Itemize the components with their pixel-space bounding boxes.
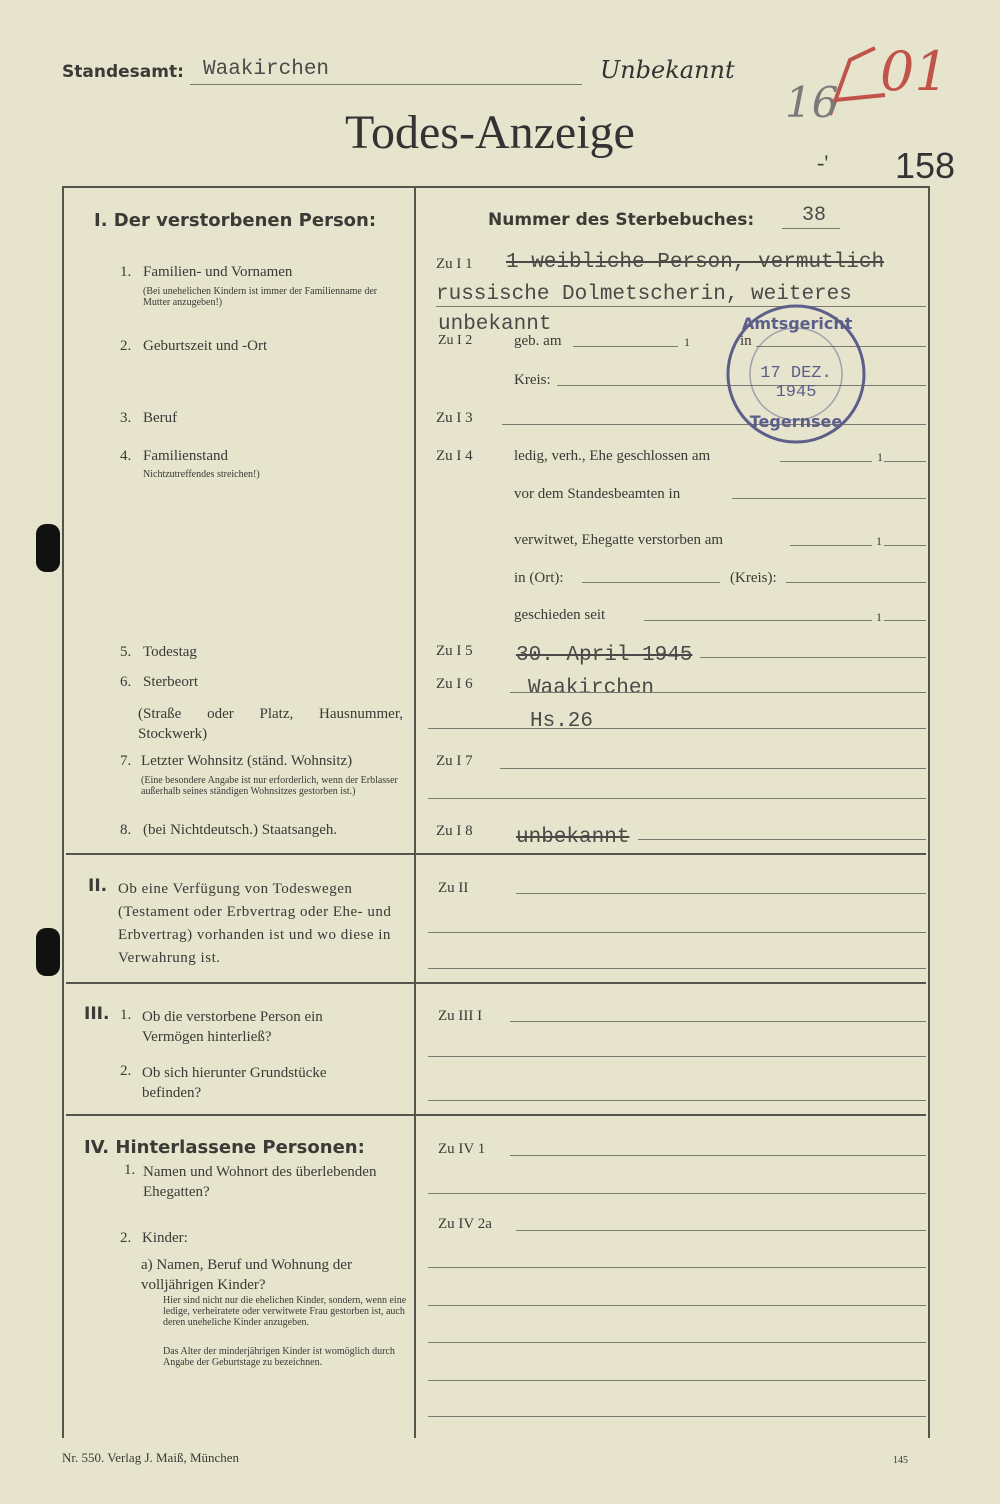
- zu-iii-label: Zu III I: [438, 1008, 483, 1024]
- section-2-roman: II.: [88, 876, 108, 896]
- i2-number: 2.: [120, 338, 132, 354]
- zu-i7-label: Zu I 7: [436, 753, 473, 769]
- geb-am-digit: 1: [684, 335, 690, 349]
- iv1-number: 1.: [124, 1162, 136, 1178]
- iv2a-rule-6: [428, 1416, 926, 1417]
- divider-section-3: [66, 982, 926, 984]
- i1-value-line-3: unbekannt: [438, 313, 552, 336]
- i1-value-line-2: russische Dolmetscherin, weiteres: [436, 283, 852, 306]
- pencil-marking: 16: [785, 78, 839, 127]
- i5-number: 5.: [120, 644, 132, 660]
- iv2a-rule-5: [428, 1380, 926, 1381]
- i8-rule: [638, 839, 926, 840]
- ii-rule-1: [516, 893, 926, 894]
- i6-note: (Straße oder Platz, Hausnummer, Stockwerk): [138, 706, 403, 742]
- form-code: 145: [893, 1455, 908, 1466]
- i4-line-2-text: vor dem Standesbeamten in: [514, 486, 681, 502]
- i4-line-4a-rule: [582, 582, 720, 583]
- iv2a-rule-1: [516, 1230, 926, 1231]
- iv2-text: Kinder:: [142, 1230, 188, 1246]
- i8-number: 8.: [120, 822, 132, 838]
- punch-hole-bottom: [36, 928, 60, 976]
- iv1-rule-1: [510, 1155, 926, 1156]
- iii1-number: 1.: [120, 1007, 132, 1023]
- in-label: in: [740, 333, 752, 349]
- section-2-text: Ob eine Verfügung von Todeswegen (Testament oder Erbvertrag oder Ehe- und Erbvertrag) vorhanden ist und wo diese in Verwahrung ist.: [118, 881, 392, 966]
- iii-rule-3: [428, 1100, 926, 1101]
- iii-rule-1: [510, 1021, 926, 1022]
- i4-line-2-rule: [732, 498, 926, 499]
- stamp-date: 17 DEZ. 1945: [760, 364, 832, 402]
- i4-label: Familienstand: [143, 448, 228, 464]
- number-prefix: -': [817, 150, 829, 175]
- kreis-label: Kreis:: [514, 372, 551, 388]
- sterbebuch-label: Nummer des Sterbebuches:: [488, 210, 755, 230]
- geb-am-label: geb. am: [514, 333, 562, 349]
- i7-rule-1: [500, 768, 926, 769]
- i1-label: Familien- und Vornamen: [143, 264, 293, 280]
- iv2a-note-2: Das Alter der minderjährigen Kinder ist womöglich durch Angabe der Geburtstage zu bezeichnen.: [163, 1346, 395, 1368]
- i4-line-5-rule: [644, 620, 872, 621]
- iv1-text: Namen und Wohnort des überlebenden Ehegatten?: [143, 1164, 377, 1200]
- zu-i3-label: Zu I 3: [436, 410, 473, 426]
- iv2a-rule-4: [428, 1342, 926, 1343]
- section-4-title: IV. Hinterlassene Personen:: [84, 1137, 365, 1158]
- handwritten-note: Unbekannt: [600, 56, 735, 84]
- standesamt-label: Standesamt:: [62, 62, 184, 82]
- frame-top: [62, 186, 930, 188]
- stamp-top-text: Amtsgericht: [742, 314, 853, 333]
- zu-iv1-label: Zu IV 1: [438, 1141, 486, 1157]
- i4-line-3-rule: [790, 545, 872, 546]
- i4-line-1-digit: 1: [877, 450, 883, 464]
- section-3-roman: III.: [84, 1004, 110, 1024]
- publisher-line: Nr. 550. Verlag J. Maiß, München: [62, 1450, 240, 1465]
- ii-rule-3: [428, 968, 926, 969]
- i4-line-1-rule-b: [884, 461, 926, 462]
- iv2a-rule-2: [428, 1267, 926, 1268]
- zu-i8-label: Zu I 8: [436, 823, 473, 839]
- standesamt-underline: [190, 84, 582, 85]
- i7-note: (Eine besondere Angabe ist nur erforderlich, wenn der Erblasser außerhalb seines ständigen Wohnsitzes gestorben ist.): [141, 775, 398, 797]
- iii2-number: 2.: [120, 1063, 132, 1079]
- i8-value: unbekannt: [516, 826, 630, 849]
- punch-hole-top: [36, 524, 60, 572]
- divider-section-2: [66, 853, 926, 855]
- iv2a-text: a) Namen, Beruf und Wohnung der volljährigen Kinder?: [141, 1257, 352, 1293]
- iii2-text: Ob sich hierunter Grundstücke befinden?: [142, 1065, 327, 1101]
- i6-label: Sterbeort: [143, 674, 198, 690]
- section-1-title: I. Der verstorbenen Person:: [94, 210, 377, 231]
- i1-number: 1.: [120, 264, 132, 280]
- divider-section-4: [66, 1114, 926, 1116]
- iv2a-note-1: Hier sind nicht nur die ehelichen Kinder, sondern, wenn eine ledige, verheiratete oder verwitwete Frau gestorben ist, auch deren uneheliche Kinder anzugeben.: [163, 1295, 407, 1328]
- zu-i6-label: Zu I 6: [436, 676, 473, 692]
- page-title: Todes-Anzeige: [345, 106, 635, 159]
- i4-line-4b-rule: [786, 582, 926, 583]
- i4-line-5-rule-b: [884, 620, 926, 621]
- sterbebuch-value: 38: [802, 204, 827, 227]
- i4-line-1-text: ledig, verh., Ehe geschlossen am: [514, 448, 711, 464]
- iv2a-rule-3: [428, 1305, 926, 1306]
- frame-right: [928, 186, 930, 1438]
- i8-label: (bei Nichtdeutsch.) Staatsangeh.: [143, 822, 338, 838]
- iii1-text: Ob die verstorbene Person ein Vermögen hinterließ?: [142, 1009, 323, 1045]
- i4-line-4a-text: in (Ort):: [514, 570, 564, 586]
- i4-note: Nichtzutreffendes streichen!): [143, 469, 260, 480]
- zu-ii-label: Zu II: [438, 880, 469, 896]
- red-marking: 01: [880, 40, 949, 103]
- i7-label: Letzter Wohnsitz (ständ. Wohnsitz): [141, 753, 353, 769]
- i4-line-5-digit: 1: [876, 610, 882, 624]
- i1-note: (Bei unehelichen Kindern ist immer der Familienname der Mutter anzugeben!): [143, 286, 378, 308]
- zu-i1-label: Zu I 1: [436, 256, 473, 272]
- iv1-rule-2: [428, 1193, 926, 1194]
- i6-value-2: Hs.26: [530, 710, 594, 733]
- i3-number: 3.: [120, 410, 132, 426]
- zu-i5-label: Zu I 5: [436, 643, 473, 659]
- i4-line-4b-text: (Kreis):: [730, 570, 777, 586]
- i4-number: 4.: [120, 448, 132, 464]
- zu-iv2a-label: Zu IV 2a: [438, 1216, 492, 1232]
- i5-value: 30. April 1945: [516, 644, 693, 667]
- i3-label: Beruf: [143, 410, 178, 426]
- i4-line-1-rule: [780, 461, 872, 462]
- i6-rule-1: [510, 692, 926, 693]
- i6-rule-2: [428, 728, 926, 729]
- i1-value-line-1: 1 weibliche Person, vermutlich: [506, 251, 885, 274]
- i4-line-3-rule-b: [884, 545, 926, 546]
- i2-label: Geburtszeit und -Ort: [143, 338, 268, 354]
- standesamt-value: Waakirchen: [203, 58, 330, 81]
- iii-rule-2: [428, 1056, 926, 1057]
- zu-i2-label: Zu I 2: [438, 333, 473, 348]
- i5-rule: [700, 657, 926, 658]
- sterbebuch-underline: [782, 228, 840, 229]
- i7-rule-2: [428, 798, 926, 799]
- iv2-number: 2.: [120, 1230, 132, 1246]
- i7-number: 7.: [120, 753, 132, 769]
- stamp-bottom-text: Tegernsee: [749, 412, 843, 431]
- zu-i4-label: Zu I 4: [436, 448, 473, 464]
- column-divider: [414, 186, 416, 1438]
- i4-line-3-text: verwitwet, Ehegatte verstorben am: [514, 532, 724, 548]
- i4-line-3-digit: 1: [876, 534, 882, 548]
- document-number: 158: [895, 145, 956, 186]
- i6-number: 6.: [120, 674, 132, 690]
- frame-left: [62, 186, 64, 1438]
- i5-label: Todestag: [143, 644, 197, 660]
- i6-value-1: Waakirchen: [528, 677, 655, 700]
- i4-line-5-text: geschieden seit: [514, 607, 606, 623]
- geb-am-line: [573, 346, 678, 347]
- court-stamp: [724, 302, 868, 446]
- ii-rule-2: [428, 932, 926, 933]
